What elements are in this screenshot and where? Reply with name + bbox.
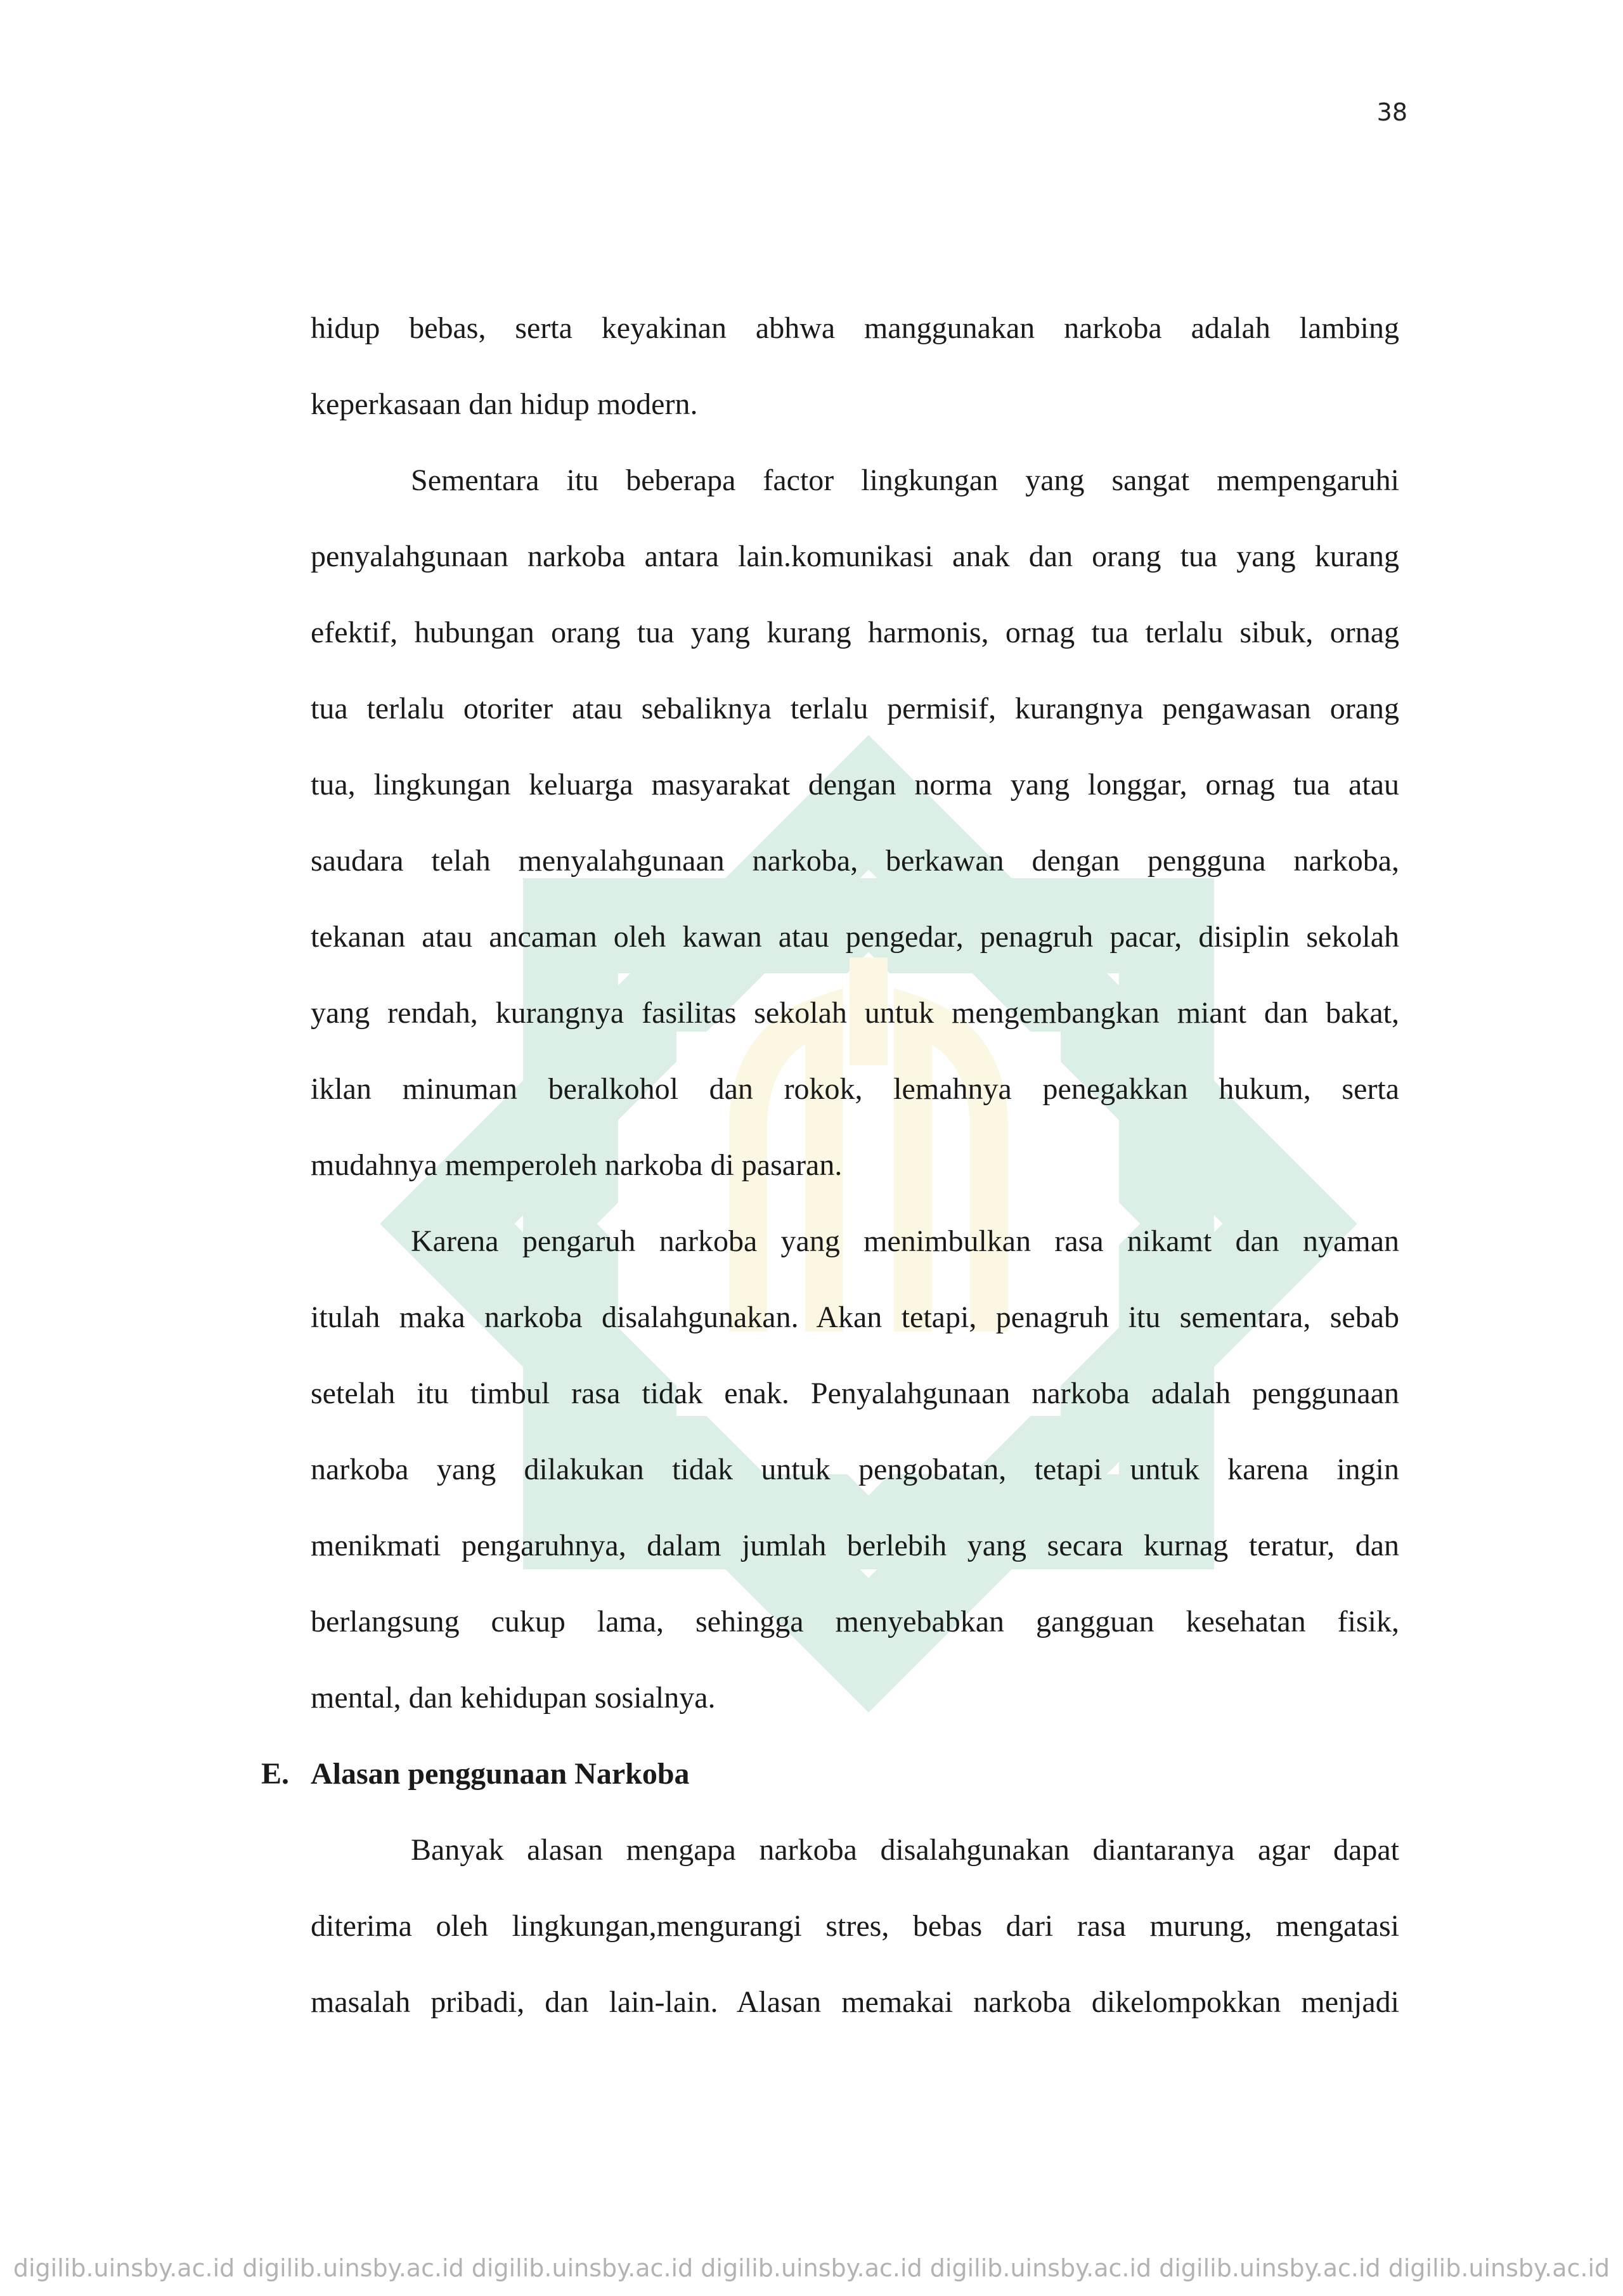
body-text-line: yang rendah, kurangnya fasilitas sekolah untuk mengembangkan miant dan bakat, <box>311 996 1399 1030</box>
section-heading <box>261 1749 1399 1825</box>
body-text-line: iklan minuman beralkohol dan rokok, lemahnya penegakkan hukum, serta <box>311 1072 1399 1106</box>
body-text-line: mental, dan kehidupan sosialnya. <box>311 1681 716 1715</box>
body-text-line: saudara telah menyalahgunaan narkoba, berkawan dengan pengguna narkoba, <box>311 844 1399 878</box>
footer-repository-links: digilib.uinsby.ac.id digilib.uinsby.ac.id digilib.uinsby.ac.id digilib.uinsby.ac.id digilib.uinsby.ac.id digilib.uinsby.ac.id digilib.uinsby.ac.id <box>13 2254 1610 2282</box>
body-text-line: keperkasaan dan hidup modern. <box>311 387 698 421</box>
body-text-line: diterima oleh lingkungan,mengurangi stres, bebas dari rasa murung, mengatasi <box>311 1909 1399 1943</box>
body-text-line: hidup bebas, serta keyakinan abhwa manggunakan narkoba adalah lambing <box>311 311 1399 345</box>
paragraph-first-line: Sementara itu beberapa factor lingkungan yang sangat mempengaruhi <box>411 464 1399 497</box>
body-text-line: setelah itu timbul rasa tidak enak. Penyalahgunaan narkoba adalah penggunaan <box>311 1377 1399 1410</box>
body-text-line: berlangsung cukup lama, sehingga menyebabkan gangguan kesehatan fisik, <box>311 1605 1399 1638</box>
body-text-line: penyalahgunaan narkoba antara lain.komunikasi anak dan orang tua yang kurang <box>311 540 1399 573</box>
body-text-line: menikmati pengaruhnya, dalam jumlah berlebih yang secara kurnag teratur, dan <box>311 1529 1399 1562</box>
body-text-line: narkoba yang dilakukan tidak untuk pengobatan, tetapi untuk karena ingin <box>311 1453 1399 1486</box>
body-text-line: tekanan atau ancaman oleh kawan atau pengedar, penagruh pacar, disiplin sekolah <box>311 920 1399 954</box>
body-text-line: efektif, hubungan orang tua yang kurang harmonis, ornag tua terlalu sibuk, ornag <box>311 616 1399 649</box>
paragraph-first-line: Karena pengaruh narkoba yang menimbulkan rasa nikamt dan nyaman <box>411 1224 1399 1258</box>
body-text-line: tua terlalu otoriter atau sebaliknya terlalu permisif, kurangnya pengawasan orang <box>311 692 1399 725</box>
section-heading-title: Alasan penggunaan Narkoba <box>311 1757 690 1791</box>
body-text-line: mudahnya memperoleh narkoba di pasaran. <box>311 1148 843 1182</box>
body-text-line: tua, lingkungan keluarga masyarakat dengan norma yang longgar, ornag tua atau <box>311 768 1399 801</box>
paragraph-first-line: Banyak alasan mengapa narkoba disalahgunakan diantaranya agar dapat <box>411 1833 1399 1867</box>
page-number: 38 <box>1376 98 1407 126</box>
section-heading-label: E. <box>261 1757 290 1791</box>
page-body <box>261 303 1399 2053</box>
body-text-line: masalah pribadi, dan lain-lain. Alasan memakai narkoba dikelompokkan menjadi <box>311 1985 1399 2019</box>
body-text-line: itulah maka narkoba disalahgunakan. Akan tetapi, penagruh itu sementara, sebab <box>311 1300 1399 1334</box>
